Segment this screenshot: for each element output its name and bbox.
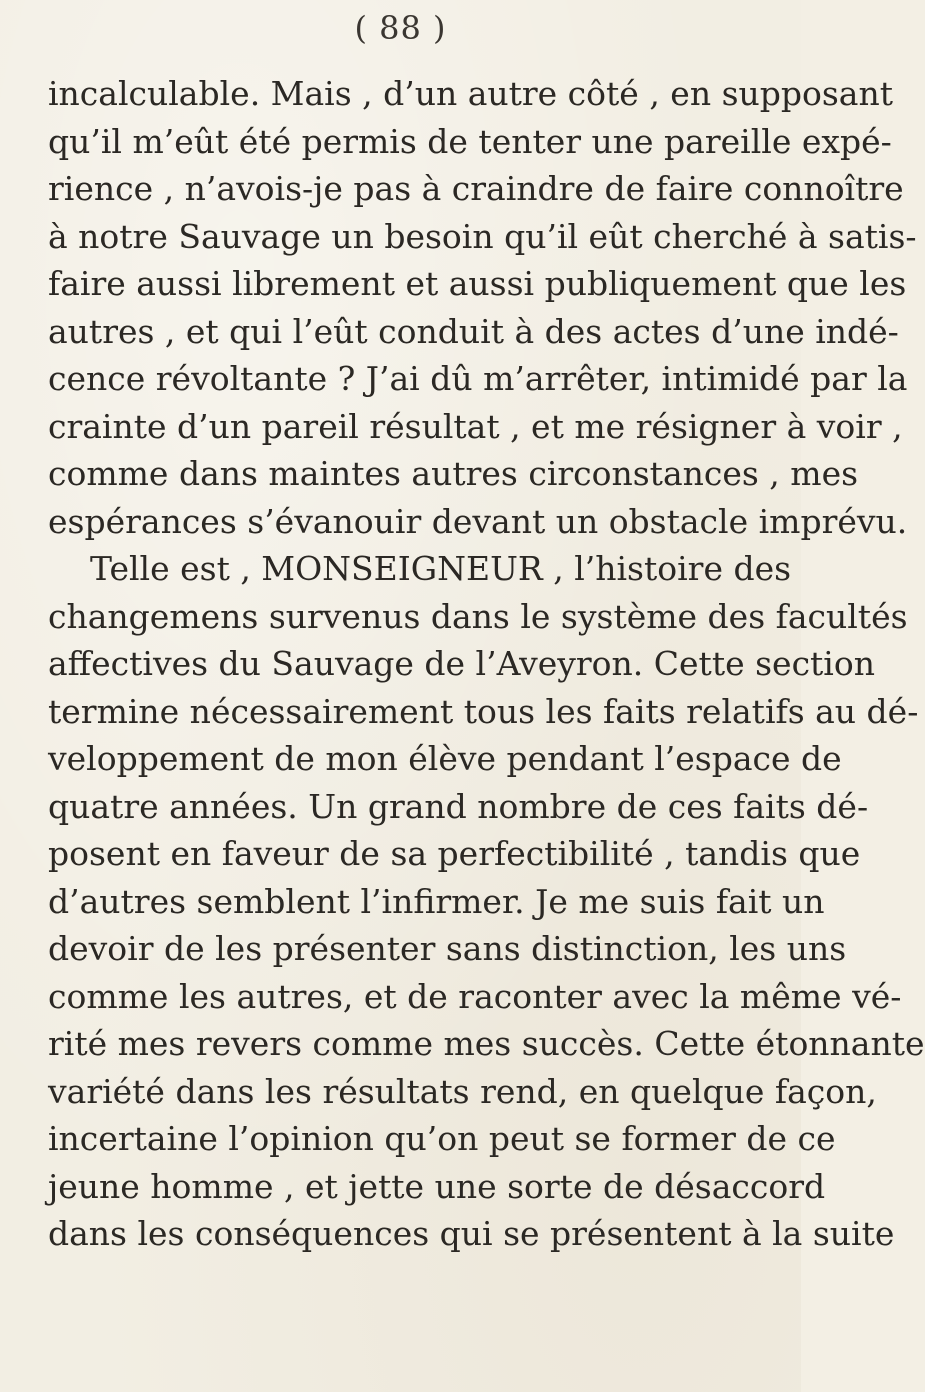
text-line: jeune homme , et jette une sorte de désaccord (48, 1166, 826, 1206)
text-line: affectives du Sauvage de l’Aveyron. Cette section (48, 644, 875, 683)
text-line: cence révoltante ? J’ai dû m’arrêter, intimidé par la (48, 359, 908, 398)
text-line: autres , et qui l’eût conduit à des actes d’une indé- (48, 311, 899, 351)
text-line: incertaine l’opinion qu’on peut se former de ce (48, 1119, 836, 1158)
text-line: veloppement de mon élève pendant l’espace de (48, 739, 842, 778)
text-line: comme dans maintes autres circonstances , mes (48, 454, 859, 493)
text-line: à notre Sauvage un besoin qu’il eût cherché à satis- (48, 216, 917, 256)
body-text (48, 70, 925, 1258)
page-number: ( 88 ) (354, 9, 447, 47)
paragraph-start-line: Telle est , MONSEIGNEUR , l’histoire des (90, 549, 792, 588)
text-line: quatre années. Un grand nombre de ces faits dé- (48, 786, 869, 826)
text-line: changemens survenus dans le système des facultés (48, 596, 908, 636)
text-line: comme les autres, et de raconter avec la même vé- (48, 976, 902, 1016)
text-line: rience , n’avois-je pas à craindre de faire connoître (48, 169, 904, 208)
text-line: incalculable. Mais , d’un autre côté , en supposant (48, 74, 893, 113)
text-line: variété dans les résultats rend, en quelque façon, (48, 1071, 877, 1111)
text-line: devoir de les présenter sans distinction, les uns (48, 929, 847, 968)
text-line: espérances s’évanouir devant un obstacle imprévu. (48, 501, 908, 541)
text-line: qu’il m’eût été permis de tenter une pareille expé- (48, 121, 892, 161)
text-line: termine nécessairement tous les faits relatifs au dé- (48, 691, 919, 731)
text-line: dans les conséquences qui se présentent à la suite (48, 1214, 895, 1253)
text-line: posent en faveur de sa perfectibilité , tandis que (48, 834, 861, 873)
text-line: faire aussi librement et aussi publiquement que les (48, 264, 907, 303)
text-line: crainte d’un pareil résultat , et me résigner à voir , (48, 406, 903, 446)
text-line: rité mes revers comme mes succès. Cette étonnante (48, 1024, 925, 1063)
text-line: d’autres semblent l’infirmer. Je me suis fait un (48, 881, 825, 921)
